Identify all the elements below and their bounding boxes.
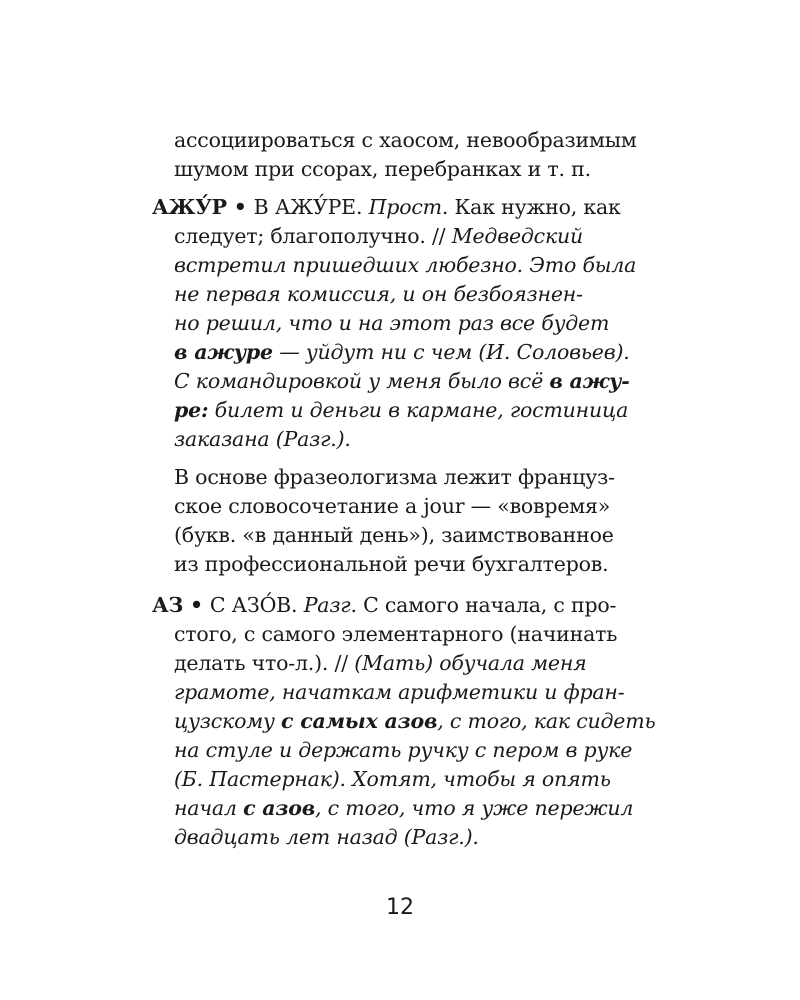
headword: АЖУ́Р [152,195,227,219]
example: (Мать) обучала меня [354,651,587,675]
example: начал [174,796,244,820]
etymology-line: ское словосочетание а jour — «вовремя» [174,494,611,518]
example: на стуле и держать ручку с пером в руке [174,738,633,762]
example: Медведский [451,224,584,248]
entry-head-line [152,591,672,620]
entry-line [152,794,672,823]
bullet: • [183,593,210,617]
entry-line [152,251,672,280]
headword: АЗ [152,593,184,617]
definition: делать что-л.). [174,651,329,675]
entry-line [152,736,672,765]
example: , с того, что я уже пережил [315,796,634,820]
example-idiom: с самых азов [281,709,438,733]
page-number: 12 [386,895,414,920]
entry-line [152,425,672,454]
style-label: Прост. [368,195,449,219]
example: не первая комиссия, и он безбоязнен- [174,282,583,306]
text-line: ассоциироваться с хаосом, невообразимым [174,128,637,152]
etymology-line: из профессиональной речи бухгалтеров. [174,552,609,576]
example: С командировкой у меня было всё [174,369,550,393]
entry-line [152,765,672,794]
entry-line [152,396,672,425]
entry-head-line [152,193,672,222]
example: заказана (Разг.). [174,427,351,451]
entry-line [152,222,672,251]
idiom: С АЗО́В. [209,593,298,617]
style-label: Разг. [303,593,357,617]
idiom: В АЖУ́РЕ. [253,195,363,219]
example-idiom: с азов [243,796,315,820]
example: , с того, как сидеть [437,709,656,733]
etymology-line: В основе фразеологизма лежит француз- [174,465,615,489]
entry-line [152,678,672,707]
entry-line [152,309,672,338]
example: встретил пришедших любезно. Это была [174,253,637,277]
definition: Как нужно, как [448,195,621,219]
text-column [152,126,672,852]
example: — уйдут ни с чем (И. Соловьев). [272,340,630,364]
entry-line [152,367,672,396]
entry-line: стого, с самого элементарного (начинать [174,622,618,646]
example-idiom: ре: [174,398,209,422]
separator: // [425,224,452,248]
example: но решил, что и на этот раз все будет [174,311,610,335]
text-line: шумом при ссорах, перебранках и т. п. [174,157,591,181]
entry-az [152,591,672,852]
separator: // [328,651,355,675]
entry-azhur [152,193,672,579]
example: билет и деньги в кармане, гостиница [208,398,629,422]
definition: С самого начала, с про- [356,593,617,617]
example-idiom: в ажу- [549,369,630,393]
entry-line [152,280,672,309]
entry-line [152,649,672,678]
example: двадцать лет назад (Разг.). [174,825,479,849]
example: грамоте, начаткам арифметики и фран- [174,680,625,704]
bullet: • [226,195,254,219]
entry-line [152,823,672,852]
entry-line [152,707,672,736]
example: (Б. Пастернак). Хотят, чтобы я опять [174,767,611,791]
example-idiom: в ажуре [174,340,273,364]
definition: следует; благополучно. [174,224,426,248]
entry-line [152,338,672,367]
etymology-line: (букв. «в данный день»), заимствованное [174,523,614,547]
example: цузскому [174,709,282,733]
